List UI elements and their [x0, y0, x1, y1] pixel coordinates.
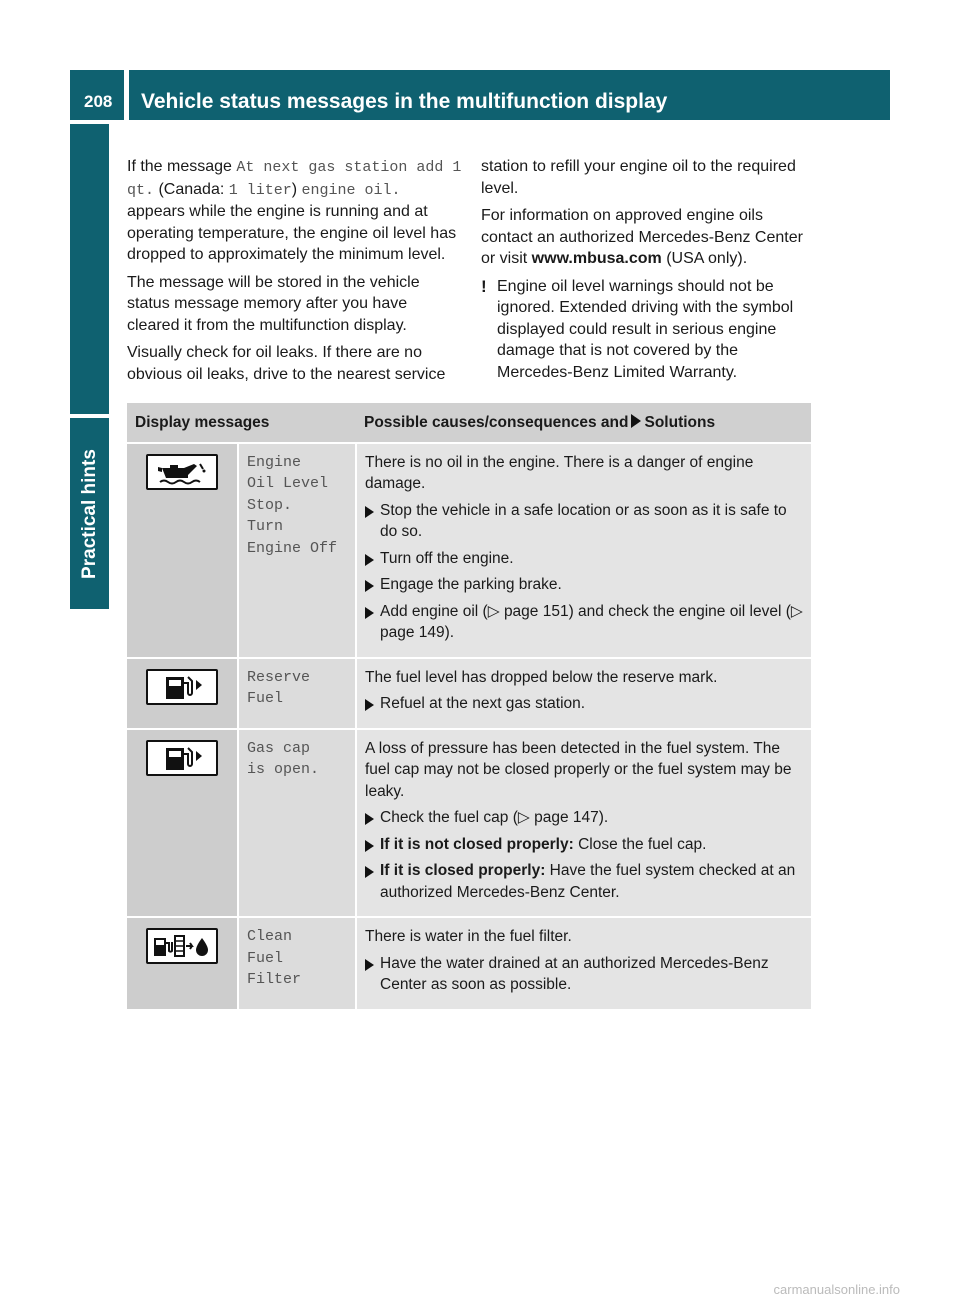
- table-row: [127, 917, 811, 1010]
- page-number: 208: [84, 92, 113, 111]
- solution-step: [365, 574, 803, 596]
- display-message-text: Clean Fuel Filter: [247, 928, 302, 988]
- step-text: Check the fuel cap (▷ page 147).: [380, 809, 609, 826]
- warning-icon: !: [481, 276, 487, 296]
- side-bar-decoration: [70, 124, 109, 414]
- solution-step: [365, 500, 803, 543]
- solution-step: [365, 601, 803, 644]
- cause-text: A loss of pressure has been detected in the fuel system. The fuel cap may not be closed properly or the fuel system may be leaky.: [365, 739, 792, 800]
- intro-left-column: [127, 156, 462, 391]
- display-icon-cell: [127, 658, 238, 729]
- table-row: [127, 658, 811, 729]
- solution-step: [365, 860, 803, 903]
- section-tab-label: Practical hints: [78, 448, 100, 579]
- cause-text: There is water in the fuel filter.: [365, 928, 572, 945]
- step-text: Close the fuel cap.: [573, 835, 707, 853]
- solution-cell: [356, 443, 811, 658]
- col-header-solutions: Possible causes/consequences and Solutions: [356, 403, 811, 443]
- solution-step: [365, 548, 803, 570]
- arrow-icon: [365, 506, 374, 518]
- solution-cell: [356, 729, 811, 918]
- intro-paragraph-4: For information on approved engine oils contact an authorized Mercedes-Benz Center or visit www.mbusa.com (USA only).: [481, 207, 803, 267]
- step-text: Have the fuel system checked at an authorized Mercedes-Benz Center.: [380, 862, 796, 901]
- step-text: Engage the parking brake.: [380, 576, 562, 593]
- intro-paragraph-2: The message will be stored in the vehicle status message memory after you have cleared it from the multifunction display.: [127, 273, 420, 334]
- table-row: [127, 443, 811, 658]
- status-message-table: [127, 403, 811, 1011]
- display-message-cell: [238, 729, 356, 918]
- display-message-text: Gas cap is open.: [247, 739, 320, 778]
- intro-right-column: [481, 156, 816, 389]
- message-text: engine oil.: [301, 181, 401, 199]
- solution-cell: [356, 658, 811, 729]
- table-row: [127, 729, 811, 918]
- intro-paragraph-3: Visually check for oil leaks. If there are no obvious oil leaks, drive to the nearest service: [127, 344, 446, 383]
- col-header-display: Display messages: [127, 403, 356, 443]
- display-message-cell: [238, 443, 356, 658]
- intro-paragraph-1: If the message At next gas station add 1 qt. (Canada: 1 liter) engine oil. appears while the engine is running and at operating temperature, the engine oil level has dropped to approximately the minimum level.: [127, 158, 462, 263]
- section-tab: [70, 418, 109, 609]
- table-header-row: [127, 403, 811, 443]
- arrow-icon: [365, 866, 374, 878]
- arrow-icon: [365, 607, 374, 619]
- fuel-pump-icon: [146, 740, 218, 776]
- display-message-text: Reserve Fuel: [247, 668, 311, 707]
- solution-step: [365, 693, 803, 715]
- message-text: At next gas station add 1 qt.: [127, 159, 462, 199]
- display-message-cell: [238, 658, 356, 729]
- page-number-block: [70, 70, 124, 120]
- intro-paragraph-3-cont: station to refill your engine oil to the required level.: [481, 158, 796, 197]
- warning-note: ! Engine oil level warnings should not be ignored. Extended driving with the symbol displayed could result in serious engine damage that is not covered by the Mercedes-Benz Limited Warranty.: [481, 276, 794, 381]
- display-message-cell: [238, 917, 356, 1010]
- arrow-icon: [631, 414, 641, 428]
- cause-text: There is no oil in the engine. There is a danger of engine damage.: [365, 453, 754, 492]
- solution-cell: [356, 917, 811, 1010]
- display-message-text: Engine Oil Level Stop. Turn Engine Off: [247, 453, 338, 557]
- oil-can-icon: [146, 454, 218, 490]
- arrow-icon: [365, 580, 374, 592]
- page-title: Vehicle status messages in the multifunction display: [141, 90, 668, 113]
- solution-step: [365, 953, 803, 996]
- step-text: Have the water drained at an authorized Mercedes-Benz Center as soon as possible.: [380, 954, 769, 993]
- step-condition: If it is not closed properly:: [380, 835, 574, 853]
- fuel-pump-icon: [146, 669, 218, 705]
- step-text: Turn off the engine.: [380, 549, 514, 567]
- solution-step: [365, 807, 803, 829]
- solution-step: [365, 834, 803, 856]
- header-bar: [129, 70, 890, 120]
- website-link[interactable]: www.mbusa.com: [531, 250, 662, 267]
- display-icon-cell: [127, 729, 238, 918]
- cause-text: The fuel level has dropped below the reserve mark.: [365, 668, 718, 686]
- step-text: Add engine oil (▷ page 151) and check the engine oil level (▷ page 149).: [380, 602, 803, 641]
- arrow-icon: [365, 840, 374, 852]
- step-text: Refuel at the next gas station.: [380, 695, 586, 712]
- footer-watermark: carmanualsonline.info: [773, 1282, 900, 1297]
- message-text: 1 liter: [228, 181, 292, 199]
- arrow-icon: [365, 959, 374, 971]
- arrow-icon: [365, 699, 374, 711]
- fuel-filter-water-icon: [146, 928, 218, 964]
- display-icon-cell: [127, 443, 238, 658]
- step-text: Stop the vehicle in a safe location or as soon as it is safe to do so.: [380, 501, 787, 540]
- step-condition: If it is closed properly:: [380, 862, 546, 879]
- display-icon-cell: [127, 917, 238, 1010]
- arrow-icon: [365, 554, 374, 566]
- arrow-icon: [365, 813, 374, 825]
